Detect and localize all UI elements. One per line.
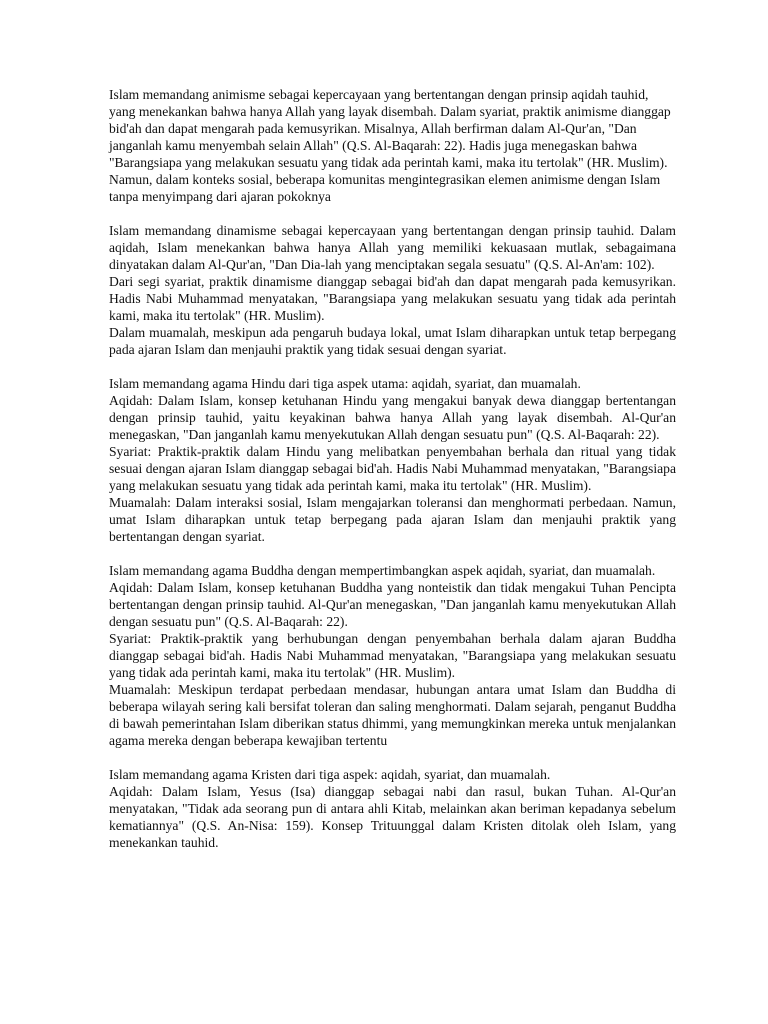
- buddha-syariat-paragraph: Syariat: Praktik-praktik yang berhubungan dengan penyembahan berhala dalam ajaran Buddha dianggap sebagai bid'ah. Hadis Nabi Muhammad menyatakan, "Barangsiapa yang melakukan sesuatu yang tidak ada perintah kami, maka itu tertolak" (HR. Muslim).: [109, 631, 676, 680]
- hindu-syariat-paragraph: Syariat: Praktik-praktik dalam Hindu yang melibatkan penyembahan berhala dan ritual yang tidak sesuai dengan ajaran Islam dianggap sebagai bid'ah. Hadis Nabi Muhammad menyatakan, "Barangsiapa yang melakukan sesuatu yang tidak ada perintah kami, maka itu tertolak" (HR. Muslim).: [109, 444, 676, 493]
- kristen-intro-paragraph: Islam memandang agama Kristen dari tiga aspek: aqidah, syariat, dan muamalah.: [109, 767, 551, 782]
- section-kristen: [109, 766, 676, 851]
- buddha-intro-paragraph: Islam memandang agama Buddha dengan mempertimbangkan aspek aqidah, syariat, dan muamalah.: [109, 563, 656, 578]
- hindu-intro-paragraph: Islam memandang agama Hindu dari tiga aspek utama: aqidah, syariat, dan muamalah.: [109, 376, 581, 391]
- dinamisme-muamalah-paragraph: Dalam muamalah, meskipun ada pengaruh budaya lokal, umat Islam diharapkan untuk tetap berpegang pada ajaran Islam dan menjauhi praktik yang tidak sesuai dengan syariat.: [109, 325, 676, 357]
- paragraph-animisme: Islam memandang animisme sebagai kepercayaan yang bertentangan dengan prinsip aqidah tauhid, yang menekankan bahwa hanya Allah yang layak disembah. Dalam syariat, praktik animisme dianggap bid'ah dan dapat mengarah pada kemusyrikan. Misalnya, Allah berfirman dalam Al-Qur'an, "Dan janganlah kamu menyembah selain Allah" (Q.S. Al-Baqarah: 22). Hadis juga menegaskan bahwa "Barangsiapa yang melakukan sesuatu yang tidak ada perintah kami, maka itu tertolak" (HR. Muslim). Namun, dalam konteks sosial, beberapa komunitas mengintegrasikan elemen animisme dengan Islam tanpa menyimpang dari ajaran pokoknya: [109, 87, 671, 204]
- document-page: [109, 86, 676, 851]
- kristen-aqidah-paragraph: Aqidah: Dalam Islam, Yesus (Isa) dianggap sebagai nabi dan rasul, bukan Tuhan. Al-Qur'an menyatakan, "Tidak ada seorang pun di antara ahli Kitab, melainkan akan beriman kepadanya sebelum kematiannya" (Q.S. An-Nisa: 159). Konsep Trituunggal dalam Kristen ditolak oleh Islam, yang menekankan tauhid.: [109, 784, 676, 850]
- section-dinamisme: [109, 222, 676, 358]
- dinamisme-aqidah-paragraph: Islam memandang dinamisme sebagai kepercayaan yang bertentangan dengan prinsip tauhid. Dalam aqidah, Islam menekankan bahwa hanya Allah yang memiliki kekuasaan mutlak, sebagaimana dinyatakan dalam Al-Qur'an, "Dan Dia-lah yang menciptakan segala sesuatu" (Q.S. Al-An'am: 102).: [109, 223, 676, 272]
- hindu-muamalah-paragraph: Muamalah: Dalam interaksi sosial, Islam mengajarkan toleransi dan menghormati perbedaan. Namun, umat Islam diharapkan untuk tetap berpegang pada ajaran Islam dan menjauhi praktik yang bertentangan dengan syariat.: [109, 495, 676, 544]
- dinamisme-syariat-paragraph: Dari segi syariat, praktik dinamisme dianggap sebagai bid'ah dan dapat mengarah pada kemusyrikan. Hadis Nabi Muhammad menyatakan, "Barangsiapa yang melakukan sesuatu yang tidak ada perintah kami, maka itu tertolak" (HR. Muslim).: [109, 274, 676, 323]
- buddha-muamalah-paragraph: Muamalah: Meskipun terdapat perbedaan mendasar, hubungan antara umat Islam dan Buddha di beberapa wilayah sering kali bersifat toleran dan saling menghormati. Dalam sejarah, penganut Buddha di bawah pemerintahan Islam diberikan status dhimmi, yang memungkinkan mereka untuk menjalankan agama mereka dengan beberapa kewajiban tertentu: [109, 682, 677, 748]
- section-buddha: [109, 562, 676, 749]
- hindu-aqidah-paragraph: Aqidah: Dalam Islam, konsep ketuhanan Hindu yang mengakui banyak dewa dianggap bertentangan dengan prinsip tauhid, yaitu keyakinan bahwa hanya Allah yang layak disembah. Al-Qur'an menegaskan, "Dan janganlah kamu menyekutukan Allah dengan sesuatu pun" (Q.S. Al-Baqarah: 22).: [109, 393, 676, 442]
- buddha-aqidah-paragraph: Aqidah: Dalam Islam, konsep ketuhanan Buddha yang nonteistik dan tidak mengakui Tuhan Pencipta bertentangan dengan prinsip tauhid. Al-Qur'an menegaskan, "Dan janganlah kamu menyekutukan Allah dengan sesuatu pun" (Q.S. Al-Baqarah: 22).: [109, 580, 676, 629]
- section-hindu: [109, 375, 676, 545]
